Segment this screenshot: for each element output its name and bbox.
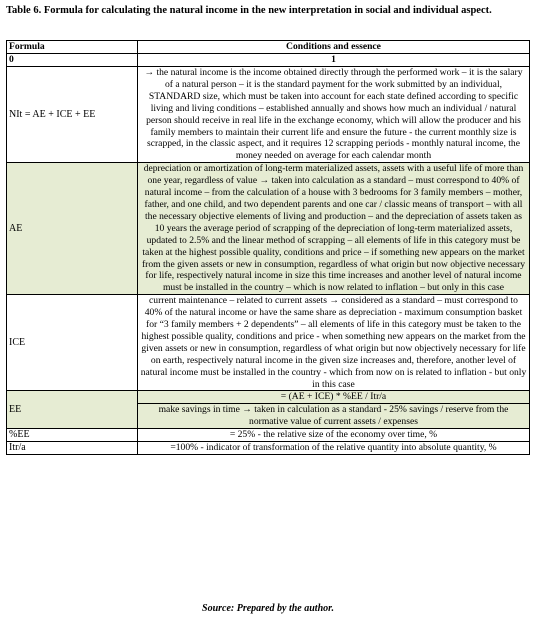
conditions-cell: → the natural income is the income obtained directly through the performed work – it is the salary of a natural person – it is the standard payment for the work submitted by an individual, STANDARD size, which must be taken into account for each state defined according to specific living and living conditions – established annually and shows how much an individual / natural person should receive in real life in the exchange economy, which will allow the producer and his family members to maintain their current life and ensure the future - the current monthly size is scrapped, in the classic aspect, and it requires 12 scrapping periods - monthly natural income, the money needed on average for each calendar month bbox=[138, 67, 530, 163]
source-note: Source: Prepared by the author. bbox=[202, 603, 334, 614]
table-row bbox=[7, 429, 530, 442]
conditions-formula-cell: = (AE + ICE) * %EE / Itr/a bbox=[138, 391, 530, 404]
index-col1: 1 bbox=[138, 54, 530, 67]
conditions-cell: = 25% - the relative size of the economy over time, % bbox=[138, 429, 530, 442]
conditions-cell: depreciation or amortization of long-term materialized assets, assets with a useful life of more than one year, regardless of value → taken into calculation as a standard – must correspond to 40% of natural income – from the calculation of a house with 3 bedrooms for 3 family members – mother, father, and one child, and two dependent parents and one car / classic means of transport – with all the necessary objective elements of living and production – and the depreciation of assets taken as 10 years the average period of scrapping of the depreciation of long-term materialized assets, updated to 2.5% and the linear method of scrapping – all elements of life in this category must be taken at the highest possible quality, conditions and price – if something new appears on the market from the given assets or new in consumption, regardless of what origin but now objective necessary for life, respectively natural income in size this time increases and another level of natural income must be installed in the country – which is now related to inflation – but only in this case bbox=[138, 163, 530, 295]
formula-cell: EE bbox=[7, 391, 138, 429]
table-row bbox=[7, 391, 530, 404]
index-col0: 0 bbox=[7, 54, 138, 67]
table-row bbox=[7, 67, 530, 163]
conditions-cell: make savings in time → taken in calculation as a standard - 25% savings / reserve from the normative value of current assets / expenses bbox=[138, 404, 530, 429]
header-formula: Formula bbox=[7, 41, 138, 54]
conditions-cell: current maintenance – related to current assets → considered as a standard – must correspond to 40% of the natural income or have the same share as depreciation - maximum consumption basket for “3 family members + 2 dependents” – all elements of life in this category must be taken to the highest possible quality, conditions and price - when something new appears on the market from the given assets or new in consumption, regardless of what origin but now objectively necessary for life on earth, respectively natural income in the given size increases and, therefore, another level of natural income must be installed in the country - which from now on is related to inflation - but only in this case bbox=[138, 295, 530, 391]
index-row bbox=[7, 54, 530, 67]
formula-cell: NIt = AE + ICE + EE bbox=[7, 67, 138, 163]
formula-cell: AE bbox=[7, 163, 138, 295]
conditions-cell: =100% - indicator of transformation of the relative quantity into absolute quantity, % bbox=[138, 442, 530, 455]
header-conditions: Conditions and essence bbox=[138, 41, 530, 54]
table-row bbox=[7, 163, 530, 295]
table-row bbox=[7, 295, 530, 391]
table-title: Table 6. Formula for calculating the natural income in the new interpretation in social and individual aspect. bbox=[6, 5, 492, 16]
formula-cell: Itr/a bbox=[7, 442, 138, 455]
formula-cell: ICE bbox=[7, 295, 138, 391]
table-row bbox=[7, 442, 530, 455]
header-row bbox=[7, 41, 530, 54]
formula-cell: %EE bbox=[7, 429, 138, 442]
formula-table bbox=[6, 40, 530, 455]
